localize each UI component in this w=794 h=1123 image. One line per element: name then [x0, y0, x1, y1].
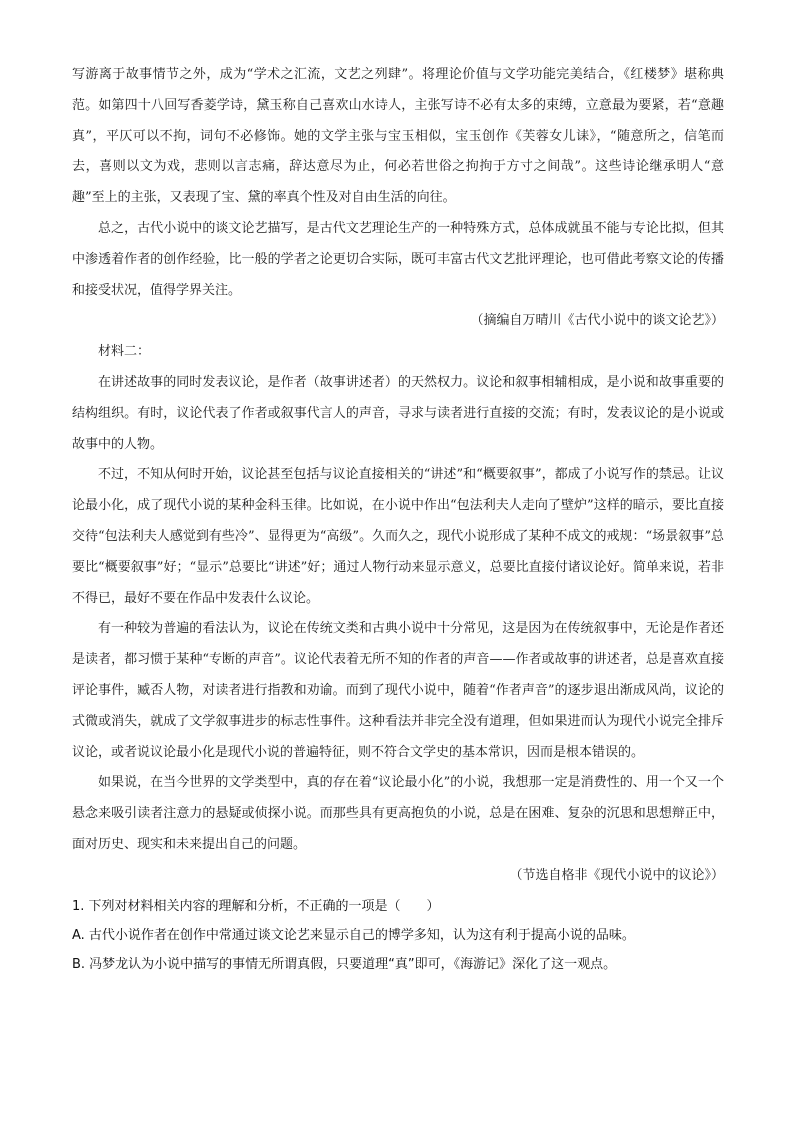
material2-heading: 材料二： — [98, 344, 151, 360]
question-options — [72, 921, 724, 979]
question-1 — [72, 892, 724, 979]
material2-paragraph-1: 在讲述故事的同时发表议论，是作者（故事讲述者）的天然权力。议论和叙事相辅相成，是小说和故事重要的结构组织。有时，议论代表了作者或叙事代言人的声音，寻求与读者进行直接的交流；有时，发表议论的是小说或故事中的人物。 — [72, 374, 724, 452]
option-b[interactable]: B. 冯梦龙认为小说中描写的事情无所谓真假，只要道理“真”即可，《海游记》深化了这一观点。 — [72, 956, 617, 972]
material2-paragraph-2: 不过，不知从何时开始，议论甚至包括与议论直接相关的“讲述”和“概要叙事”，都成了小说写作的禁忌。让议论最小化，成了现代小说的某种金科玉律。比如说，在小说中作出“包法利夫人走向了壁炉”这样的暗示，要比直接交待“包法利夫人感觉到有些冷”、显得更为“高级”。久而久之，现代小说形成了某种不成文的戒规：“场景叙事”总要比“概要叙事”好；“显示”总要比“讲述”好；通过人物行动来显示意义，总要比直接付诸议论好。简单来说，若非不得已，最好不要在作品中发表什么议论。 — [72, 467, 724, 606]
question-stem: 1. 下列对材料相关内容的理解和分析，不正确的一项是（ ） — [72, 898, 440, 914]
material1-paragraph-continued: 写游离于故事情节之外，成为“学术之汇流，文艺之列肆”。将理论价值与文学功能完美结合，《红楼梦》堪称典范。如第四十八回写香菱学诗，黛玉称自己喜欢山水诗人，主张写诗不必有太多的束缚，立意最为要紧，若“意趣真”，平仄可以不拘，词句不必修饰。她的文学主张与宝玉相似，宝玉创作《芙蓉女儿诔》，“随意所之，信笔而去，喜则以文为戏，悲则以言志痛，辞达意尽为止，何必若世俗之拘拘于方寸之间哉”。这些诗论继承明人“意趣”至上的主张，又表现了宝、黛的率真个性及对自由生活的向往。 — [72, 67, 724, 206]
material1-source-citation: （摘编自万晴川《古代小说中的谈文论艺》） — [470, 313, 724, 329]
material2-source-citation: （节选自格非《现代小说中的议论》） — [509, 867, 724, 883]
option-a[interactable]: A. 古代小说作者在创作中常通过谈文论艺来显示自己的博学多知，认为这有利于提高小说的品味。 — [72, 927, 635, 943]
material2-paragraph-4: 如果说，在当今世界的文学类型中，真的存在着“议论最小化”的小说，我想那一定是消费性的、用一个又一个悬念来吸引读者注意力的悬疑或侦探小说。而那些具有更高抱负的小说，总是在困难、复杂的沉思和思想辩正中，面对历史、现实和未来提出自己的问题。 — [72, 775, 724, 852]
page-content — [72, 60, 724, 979]
material2-paragraph-3: 有一种较为普遍的看法认为，议论在传统文类和古典小说中十分常见，这是因为在传统叙事中，无论是作者还是读者，都习惯于某种“专断的声音”。议论代表着无所不知的作者的声音——作者或故事的讲述者，总是喜欢直接评论事件，臧否人物，对读者进行指教和劝谕。而到了现代小说中，随着“作者声音”的逐步退出渐成风尚，议论的式微或消失，就成了文学叙事进步的标志性事件。这种看法并非完全没有道理，但如果进而认为现代小说完全排斥议论，或者说议论最小化是现代小说的普遍特征，则不符合文学史的基本常识，因而是根本错误的。 — [72, 621, 724, 760]
material1-conclusion-paragraph: 总之，古代小说中的谈文论艺描写，是古代文艺理论生产的一种特殊方式，总体成就虽不能与专论比拟，但其中渗透着作者的创作经验，比一般的学者之论更切合实际，既可丰富古代文艺批评理论，也可借此考察文论的传播和接受状况，值得学界关注。 — [72, 220, 724, 298]
